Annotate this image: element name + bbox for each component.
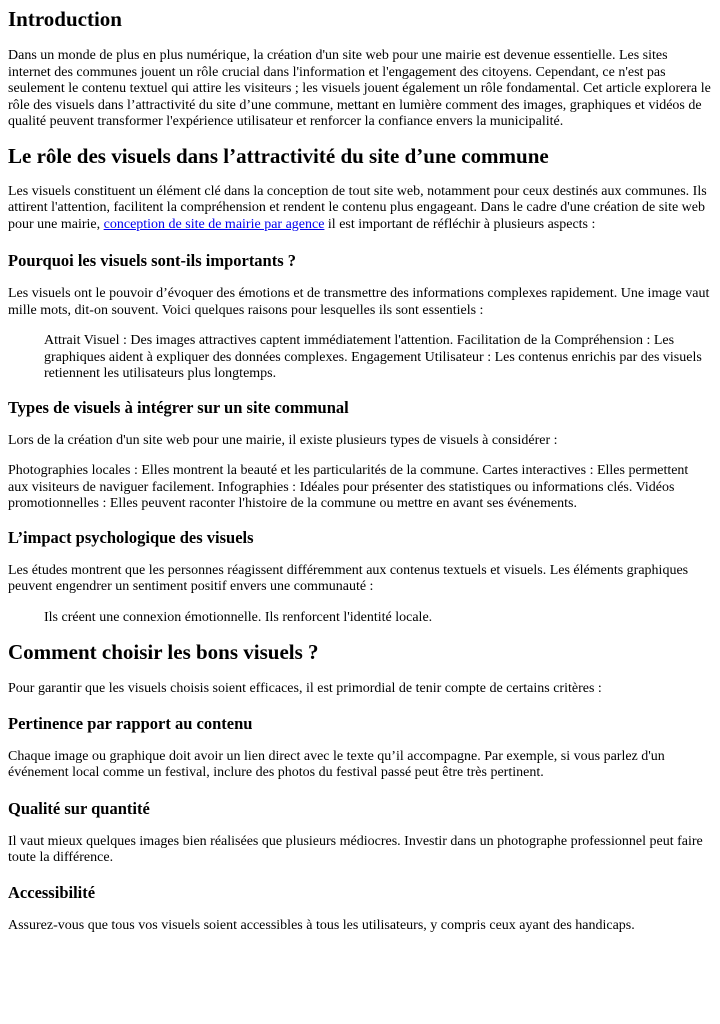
why-paragraph: Les visuels ont le pouvoir d’évoquer des émotions et de transmettre des informations complexes rapidement. Une image vaut mille mots, dit-on souvent. Voici quelques raisons pour lesquelles ils sont essentiels : (8, 286, 710, 318)
role-paragraph-text-start: Les visuels constituent un élément clé dans la conception de tout site web, notamment pour ceux destinés aux communes. Ils attirent l'attention, facilitent la compréhension et rendent le contenu plus engageant. Dans le cadre d'une création de site web pour une mairie, (8, 183, 707, 232)
why-quote: Attrait Visuel : Des images attractives captent immédiatement l'attention. Facilitation de la Compréhension : Les graphiques aident à expliquer des données complexes. Engagement Utilisateur : Les contenus enrichis par des visuels retiennent les utilisateurs plus longtemps. (44, 333, 702, 381)
accessibility-heading: Accessibilité (8, 882, 96, 902)
types-paragraph-1: Lors de la création d'un site web pour une mairie, il existe plusieurs types de visuels à considérer : (8, 432, 558, 448)
types-heading: Types de visuels à intégrer sur un site communal (8, 397, 349, 417)
impact-quote: Ils créent une connexion émotionnelle. Ils renforcent l'identité locale. (44, 609, 433, 625)
intro-heading: Introduction (8, 7, 122, 31)
impact-paragraph: Les études montrent que les personnes réagissent différemment aux contenus textuels et visuels. Les éléments graphiques peuvent engendrer un sentiment positif envers une communauté : (8, 562, 689, 594)
choose-heading: Comment choisir les bons visuels ? (8, 640, 319, 664)
quality-paragraph: Il vaut mieux quelques images bien réalisées que plusieurs médiocres. Investir dans un photographe professionnel peut faire toute la différence. (8, 833, 703, 865)
article (0, 7, 720, 934)
impact-heading: L’impact psychologique des visuels (8, 527, 254, 547)
types-paragraph-2: Photographies locales : Elles montrent la beauté et les particularités de la commune. Cartes interactives : Elles permettent aux visiteurs de naviguer facilement. Infographies : Idéales pour présenter des statistiques ou informations clés. Vidéos promotionnelles : Elles peuvent raconter l'histoire de la commune ou mettre en avant ses événements. (8, 463, 689, 511)
role-paragraph-text-end: il est important de réfléchir à plusieurs aspects : (324, 216, 596, 232)
quality-heading: Qualité sur quantité (8, 798, 150, 818)
agency-link[interactable]: conception de site de mairie par agence (103, 216, 325, 232)
role-paragraph (8, 184, 712, 234)
relevance-paragraph: Chaque image ou graphique doit avoir un lien direct avec le texte qu’il accompagne. Par exemple, si vous parlez d'un événement local comme un festival, inclure des photos du festival passé peut être très pertinent. (8, 748, 665, 780)
intro-paragraph: Dans un monde de plus en plus numérique, la création d'un site web pour une mairie est devenue essentielle. Les sites internet des communes jouent un rôle crucial dans l'information et l'engagement des citoyens. Cependant, ce n'est pas seulement le contenu textuel qui attire les visiteurs ; les visuels jouent également un rôle fondamental. Cet article explorera le rôle des visuels dans l’attractivité du site d’une commune, mettant en lumière comment des images, graphiques et vidéos de qualité peuvent transformer l'expérience utilisateur et renforcer la confiance envers la municipalité. (8, 48, 711, 129)
why-heading: Pourquoi les visuels sont-ils importants ? (8, 251, 297, 270)
role-heading: Le rôle des visuels dans l’attractivité du site d’une commune (8, 143, 549, 168)
choose-paragraph: Pour garantir que les visuels choisis soient efficaces, il est primordial de tenir compte de certains critères : (8, 681, 602, 696)
accessibility-paragraph: Assurez-vous que tous vos visuels soient accessibles à tous les utilisateurs, y compris ceux ayant des handicaps. (8, 917, 635, 933)
relevance-heading: Pertinence par rapport au contenu (8, 713, 253, 733)
